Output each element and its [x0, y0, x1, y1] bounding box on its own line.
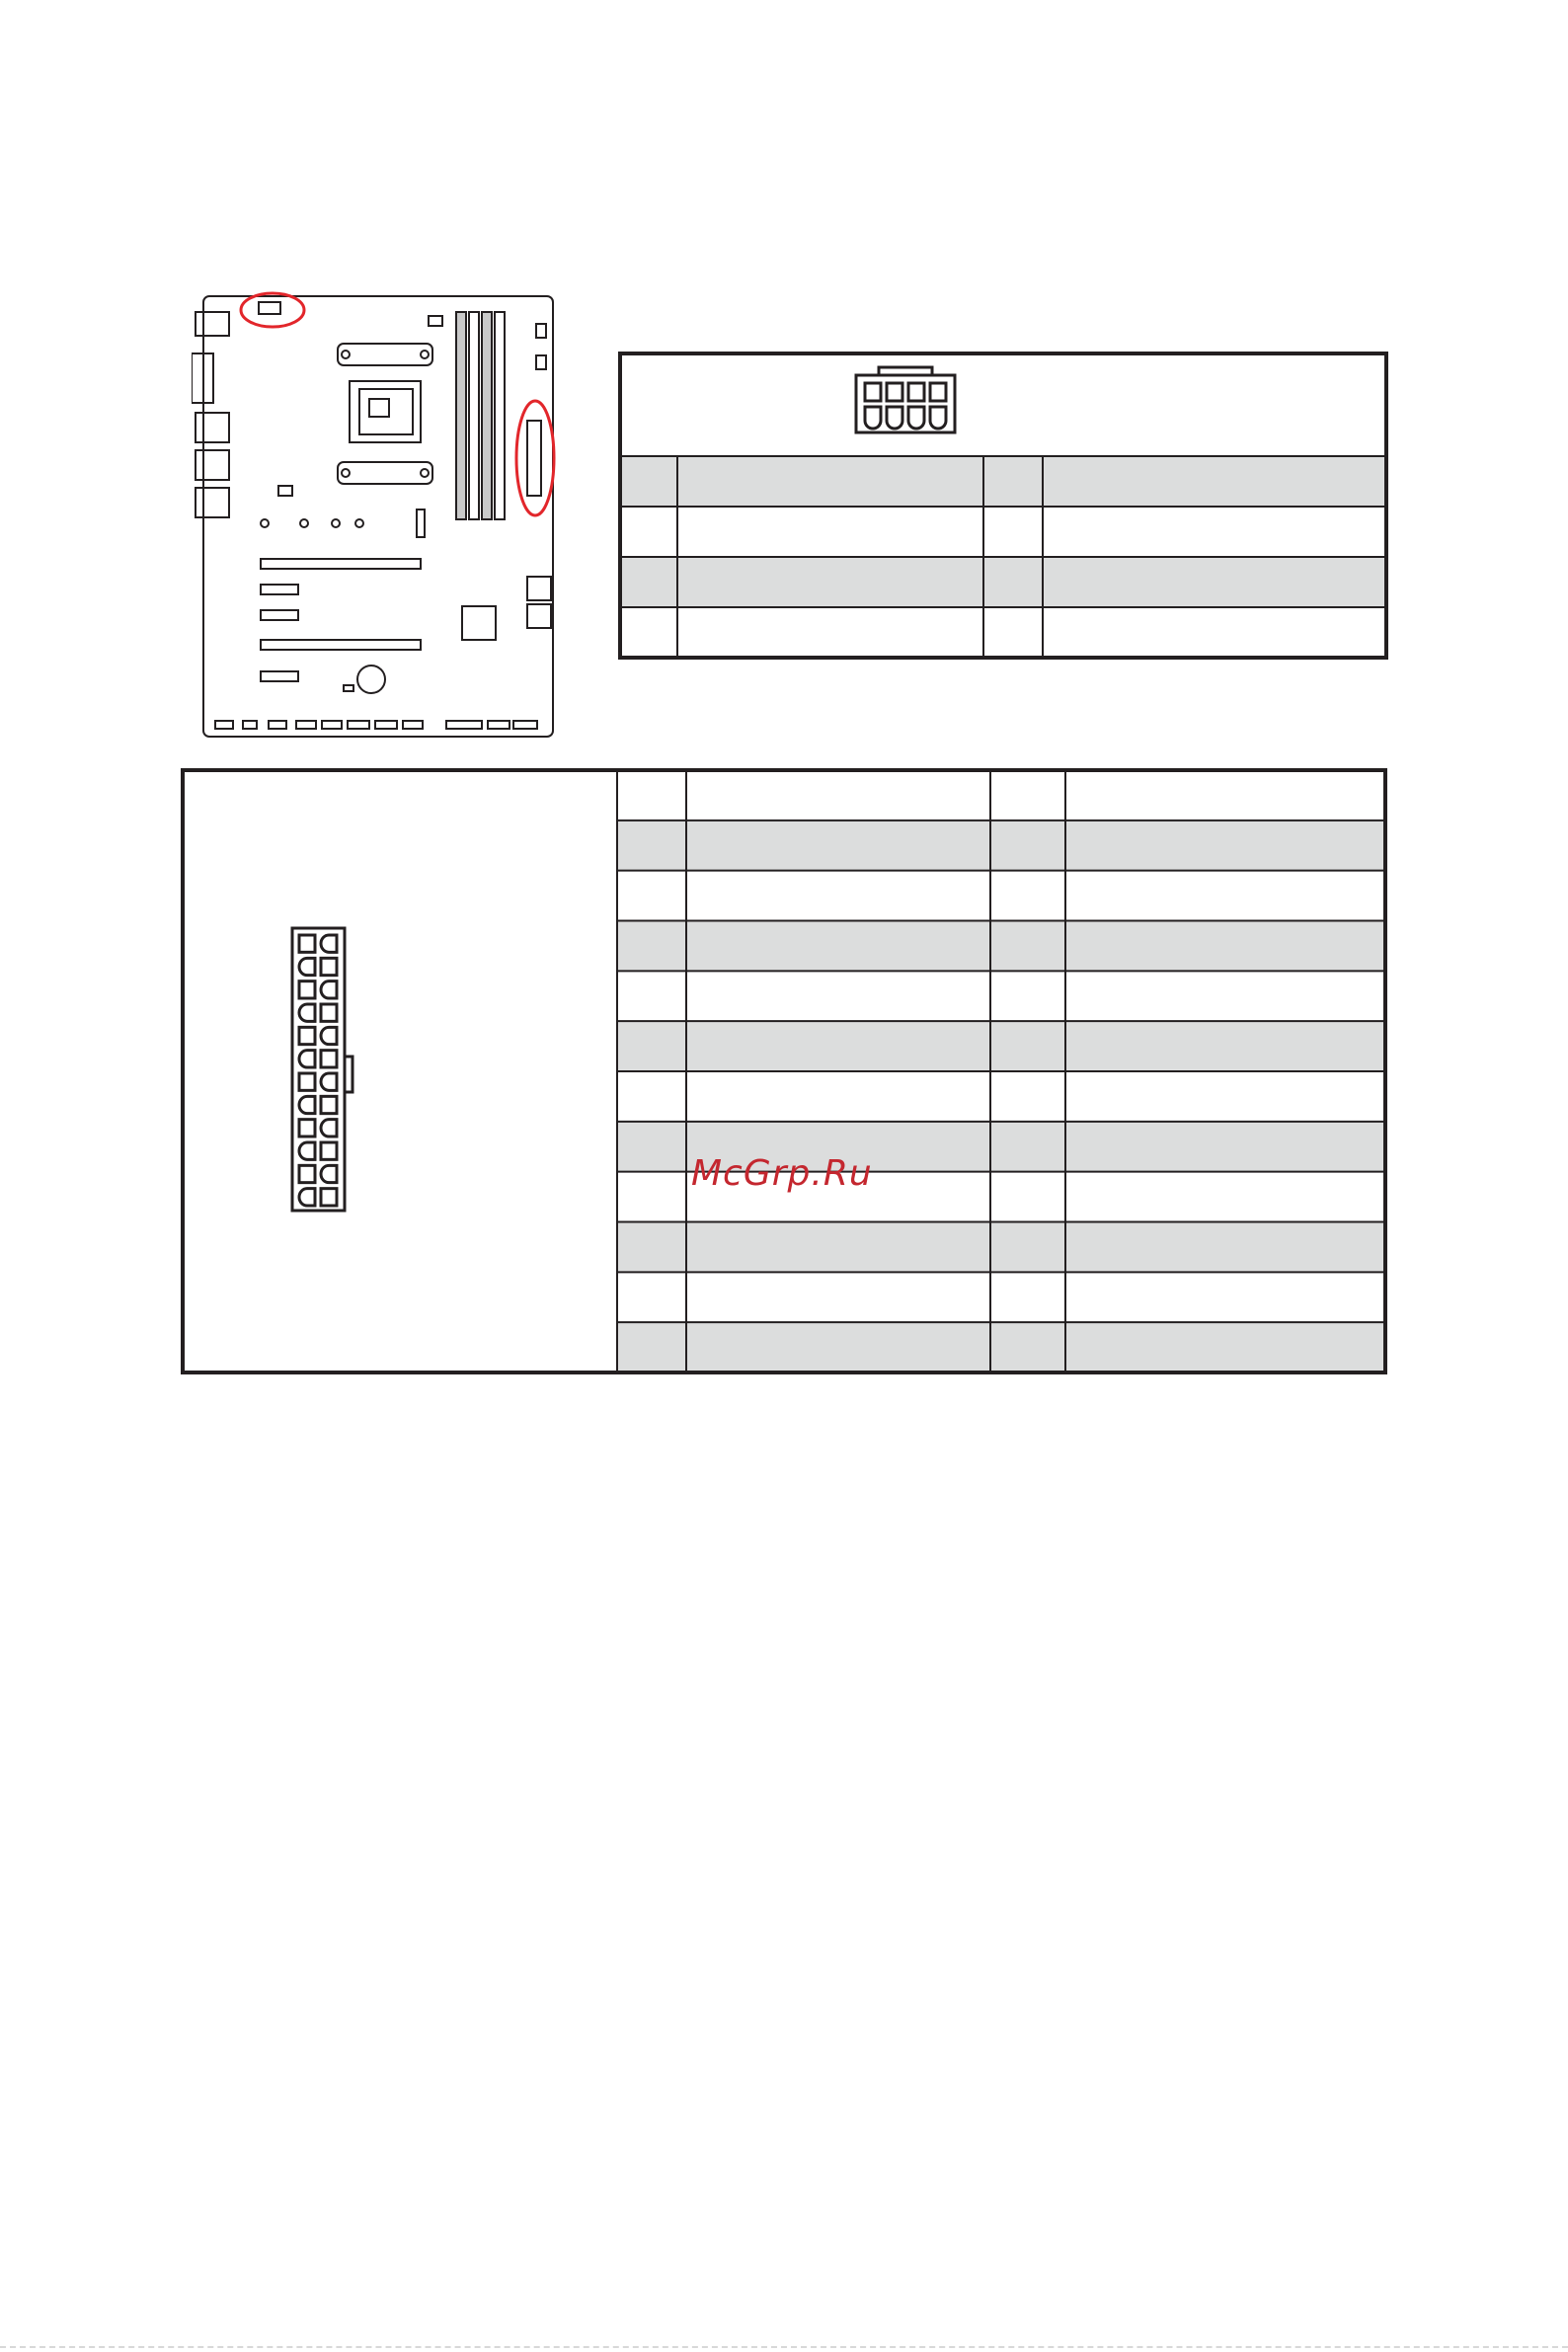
atx-pin — [321, 981, 337, 998]
atx-connector-table — [181, 768, 1387, 1374]
motherboard-layout-diagram — [192, 286, 567, 750]
dimm-slot — [495, 312, 505, 519]
atx-pin — [299, 958, 315, 975]
atx-pin — [299, 1142, 315, 1159]
eps-connector-table — [618, 352, 1388, 660]
24-pin-connector-icon — [292, 928, 353, 1211]
atx-pin — [299, 1004, 315, 1021]
atx-pin — [299, 1189, 315, 1206]
atx-pin — [321, 1165, 337, 1182]
atx-pin — [321, 1004, 337, 1021]
atx-table-row-shade — [617, 1021, 1385, 1071]
atx-pin — [321, 935, 337, 952]
atx-table-row-shade — [617, 1322, 1385, 1372]
atx-pin — [299, 981, 315, 998]
atx-pin — [321, 1027, 337, 1044]
page-bottom-rule — [0, 2346, 1568, 2350]
atx-pin — [299, 1051, 315, 1067]
atx-pin — [321, 1051, 337, 1067]
8-pin-connector-icon — [856, 367, 955, 432]
eps-table-row-shade — [620, 557, 1386, 607]
atx-table-row-shade — [617, 821, 1385, 871]
atx-pin — [299, 1073, 315, 1090]
atx-pin — [321, 1096, 337, 1113]
atx-table-row-shade — [617, 921, 1385, 972]
atx-pin — [299, 935, 315, 952]
atx-pin — [321, 958, 337, 975]
atx-pin — [321, 1120, 337, 1137]
dimm-slot — [456, 312, 466, 519]
atx-pin — [299, 1120, 315, 1137]
atx-pin — [321, 1142, 337, 1159]
dimm-slot — [469, 312, 479, 519]
atx-pin — [321, 1073, 337, 1090]
watermark: McGrp.Ru — [691, 1153, 873, 1194]
eps-table-row-shade — [620, 456, 1386, 507]
atx-table-row-shade — [617, 1222, 1385, 1273]
dimm-slot — [482, 312, 492, 519]
atx-pin — [299, 1165, 315, 1182]
atx-pin — [299, 1027, 315, 1044]
atx-pin — [321, 1189, 337, 1206]
atx-pin — [299, 1096, 315, 1113]
